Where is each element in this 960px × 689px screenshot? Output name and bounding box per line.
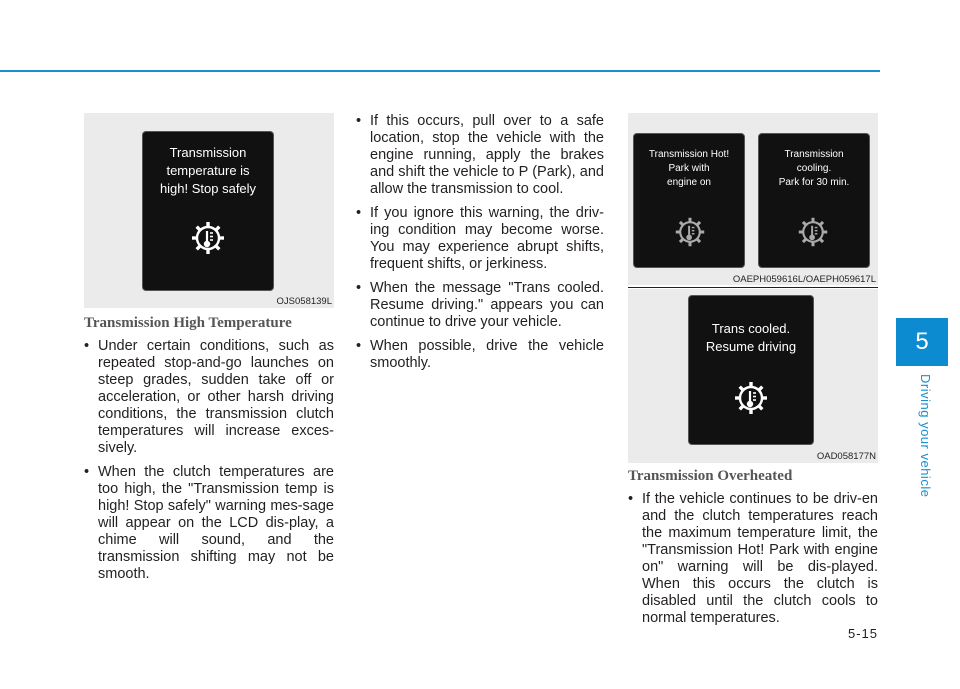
caption-rule <box>628 287 878 288</box>
chapter-number: 5 <box>915 328 929 355</box>
lcd-display-left <box>633 133 745 268</box>
transmission-temp-gear-icon <box>797 216 829 248</box>
chapter-tab <box>896 318 948 366</box>
lcd-message: Transmission cooling. Park for 30 min. <box>778 149 850 188</box>
transmission-temp-gear-icon <box>190 220 226 256</box>
list-item: • If this occurs, pull over to a safe location, stop the vehicle with the engine running, apply the brakes and shift the vehicle to P (Park), and allow the transmission to cool. <box>356 113 604 198</box>
lcd-display-right <box>758 133 870 268</box>
figure-caption: OJS058139L <box>276 296 332 307</box>
list-item: • When the message "Trans cooled. Resume driving." appears you can continue to drive your vehicle. <box>356 280 604 331</box>
figure-trans-cooled <box>628 289 878 463</box>
lcd-message: Trans cooled. Resume driving <box>705 321 797 354</box>
section-heading-overheated: Transmission Overheated <box>628 468 793 484</box>
lcd-display <box>688 295 814 445</box>
figure-high-temp <box>84 113 334 308</box>
header-rule <box>0 70 880 72</box>
lcd-message: Transmission temperature is high! Stop safely <box>159 145 257 196</box>
list-item: • If the vehicle continues to be driv-en and the clutch temperatures reach the maximum temperature limit, the "Transmission Hot! Park with engine on" warning will be dis-played. When this occurs the clutch is disabled until the clutch cools to normal temperatures. <box>628 491 878 627</box>
bullet-list-col2 <box>356 113 604 379</box>
figure-caption: OAEPH059616L/OAEPH059617L <box>732 274 876 285</box>
list-item: • If you ignore this warning, the driv-ing condition may become worse. You may experience abrupt shifts, frequent shifts, or jerkiness. <box>356 205 604 273</box>
lcd-display <box>142 131 274 291</box>
chapter-label: Driving your vehicle <box>918 374 933 498</box>
section-heading-high-temp: Transmission High Temperature <box>84 315 292 331</box>
lcd-message: Transmission Hot! Park with engine on <box>648 149 730 188</box>
list-item: • When possible, drive the vehicle smoothly. <box>356 338 604 372</box>
bullet-list-col1 <box>84 338 334 590</box>
list-item: • Under certain conditions, such as repeated stop-and-go launches on steep grades, sudden take off or acceleration, or other harsh driving conditions, the transmission clutch temperatures will increase exces-sively. <box>84 338 334 457</box>
list-item: • When the clutch temperatures are too high, the "Transmission temp is high! Stop safely" warning mes-sage will appear on the LCD dis-play, a chime will sound, and the transmission shifting may not be smooth. <box>84 464 334 583</box>
page-number: 5-15 <box>847 626 878 641</box>
bullet-list-col3 <box>628 491 878 634</box>
transmission-temp-gear-icon <box>733 380 769 416</box>
figure-overheated <box>628 113 878 285</box>
transmission-temp-gear-icon <box>674 216 706 248</box>
figure-caption: OAD058177N <box>816 451 876 462</box>
